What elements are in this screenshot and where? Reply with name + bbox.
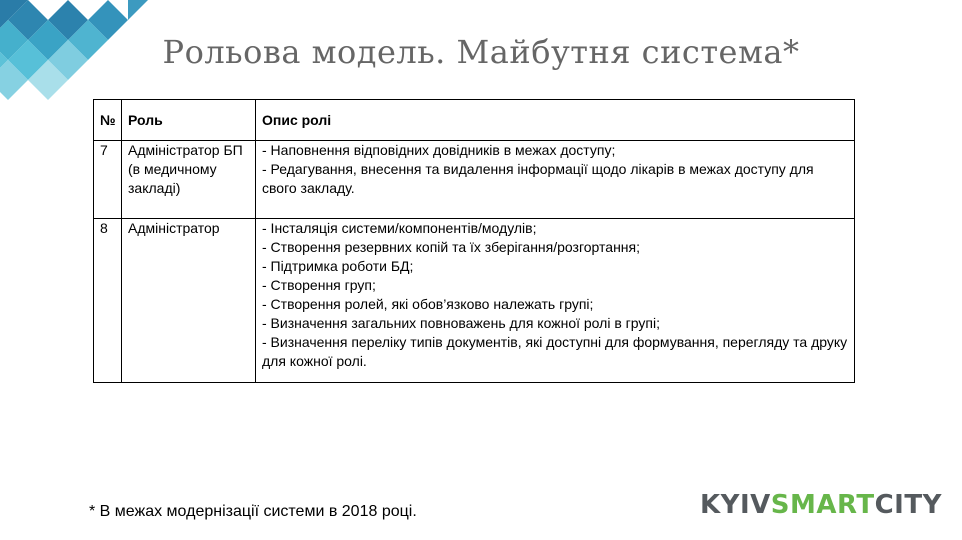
desc-line: - Визначення переліку типів документів, які доступні для формування, перегляду та друку для кожної ролі. <box>262 334 848 369</box>
table-row <box>94 141 855 219</box>
row-num: 8 <box>94 219 122 383</box>
header-desc: Опис ролі <box>256 100 855 141</box>
header-role: Роль <box>122 100 256 141</box>
desc-line: - Інсталяція системи/компонентів/модулів; <box>262 220 537 236</box>
desc-line: - Створення ролей, які обов’язково належать групі; <box>262 296 594 312</box>
logo-part-kyiv: KYIV <box>700 490 771 520</box>
table-header-row <box>94 100 855 141</box>
row-desc <box>256 219 855 383</box>
row-role: Адміністратор БП (в медичному закладі) <box>122 141 256 219</box>
desc-line: - Наповнення відповідних довідників в межах доступу; <box>262 142 616 158</box>
desc-line: - Підтримка роботи БД; <box>262 258 414 274</box>
table-row <box>94 219 855 383</box>
desc-line: - Створення груп; <box>262 277 376 293</box>
header-num: № <box>94 100 122 141</box>
desc-line: - Визначення загальних повноважень для кожної ролі в групі; <box>262 315 660 331</box>
desc-line: - Редагування, внесення та видалення інформації щодо лікарів в межах доступу для свого закладу. <box>262 161 814 196</box>
row-role: Адміністратор <box>122 219 256 383</box>
row-num: 7 <box>94 141 122 219</box>
logo-part-smart: SMART <box>770 490 875 520</box>
kyiv-smart-city-logo <box>700 490 942 520</box>
footnote: * В межах модернізації системи в 2018 році. <box>89 503 417 520</box>
logo-part-city: CITY <box>874 490 942 520</box>
slide-title: Рольова модель. Майбутня система* <box>162 33 800 71</box>
roles-table <box>93 99 855 383</box>
desc-line: - Створення резервних копій та їх зберігання/розгортання; <box>262 239 640 255</box>
row-desc <box>256 141 855 219</box>
